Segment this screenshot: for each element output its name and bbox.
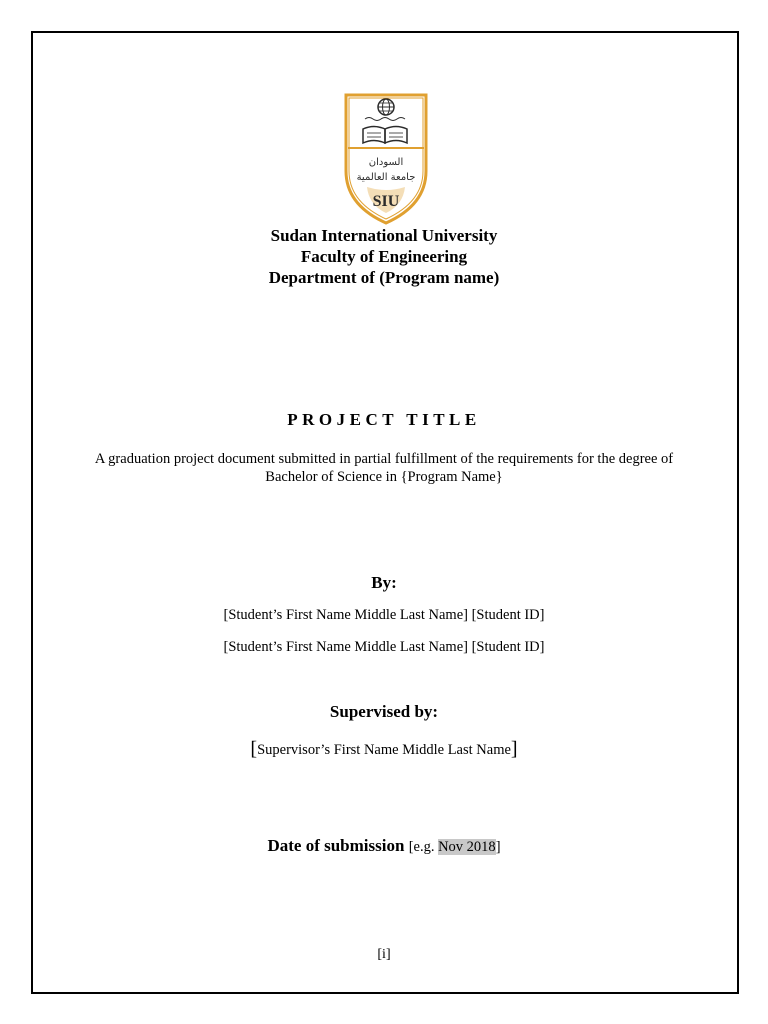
university-header — [0, 225, 768, 288]
supervisor-open-bracket: [ — [250, 738, 258, 760]
supervised-by-label: Supervised by: — [329, 702, 439, 721]
submission-example-value: Nov 2018 — [438, 839, 496, 855]
student-entry-2: [Student’s First Name Middle Last Name] [Student ID] — [223, 639, 545, 655]
submission-example-suffix: ] — [495, 839, 501, 855]
department-name: Department of (Program name) — [268, 268, 500, 287]
student-entry-1: [Student’s First Name Middle Last Name] [Student ID] — [223, 607, 545, 623]
supervisor-close-bracket: ] — [510, 738, 518, 760]
submission-example — [409, 839, 501, 855]
svg-text:SIU: SIU — [372, 193, 400, 210]
submission-example-prefix: [e.g. — [408, 839, 439, 855]
by-label: By: — [371, 573, 397, 592]
degree-description: A graduation project document submitted in partial fulfillment of the requirements for the degree of Bachelor of Science in {Program Name} — [94, 451, 674, 485]
submission-date — [0, 836, 768, 856]
svg-text:جامعة العالمية: جامعة العالمية — [356, 172, 416, 183]
submission-label: Date of submission — [267, 836, 405, 855]
supervisor-name: Supervisor’s First Name Middle Last Name — [257, 742, 511, 758]
university-name: Sudan International University — [270, 226, 498, 245]
project-title: PROJECT TITLE — [287, 410, 481, 429]
university-logo — [343, 93, 429, 225]
supervisor-entry — [0, 738, 768, 761]
svg-text:السودان: السودان — [368, 157, 404, 168]
faculty-name: Faculty of Engineering — [300, 247, 468, 266]
page-number: [i] — [377, 947, 391, 962]
